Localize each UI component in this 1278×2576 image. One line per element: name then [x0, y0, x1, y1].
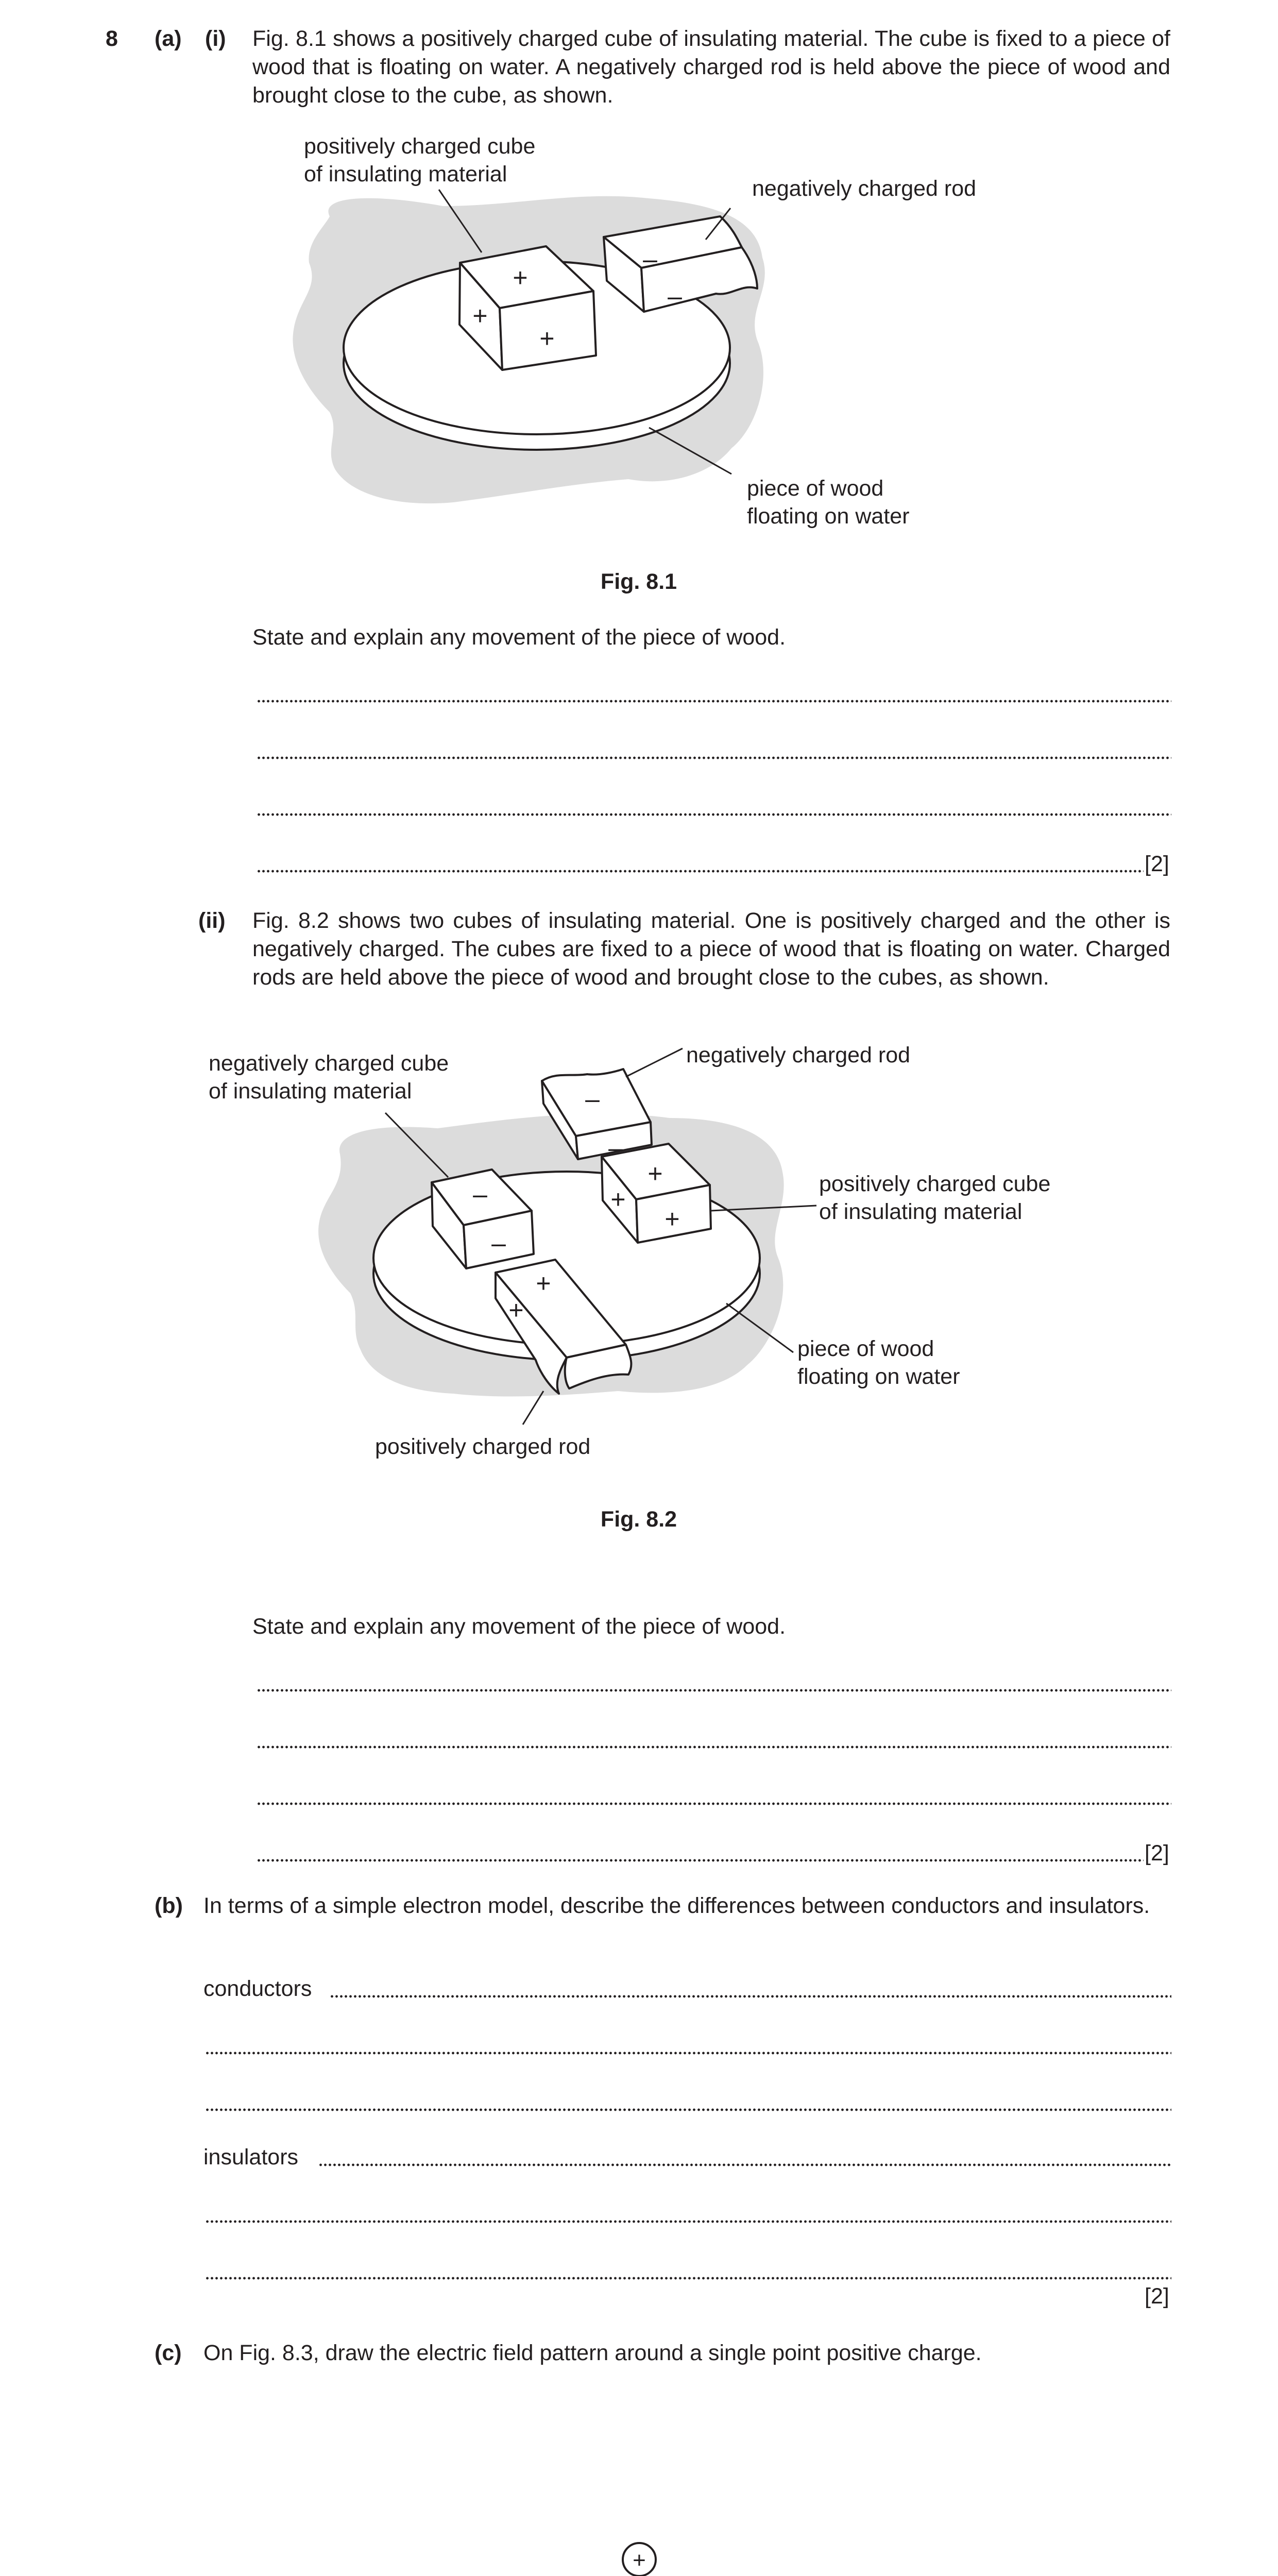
sub-ii-prompt: State and explain any movement of the piece of wood. [252, 1614, 786, 1639]
sub-i-prompt: State and explain any movement of the piece of wood. [252, 625, 786, 650]
sub-i-text: Fig. 8.1 shows a positively charged cube of insulating material. The cube is fixed to a piece of wood that is floating on water. A negatively charged rod is held above the piece of wood and brought close to the cube, as shown. [252, 26, 1170, 108]
fig2-label-pos-cube-1: positively charged cube [819, 1172, 1051, 1196]
rod2-sign-front: – [608, 1133, 623, 1162]
cube1-sign-front: + [539, 324, 555, 353]
fig2-label-pos-cube-2: of insulating material [819, 1199, 1023, 1224]
sub-ii-label: (ii) [198, 908, 226, 933]
fig1-label-wood-1: piece of wood [747, 476, 884, 501]
conductors-label: conductors [203, 1976, 312, 2001]
fig1-label-rod: negatively charged rod [752, 176, 977, 201]
fig1-label-cube-1: positively charged cube [304, 134, 536, 159]
mark-ii: [2] [1145, 1841, 1169, 1866]
pos-cube-sign-front: + [664, 1205, 680, 1233]
fig2-label-neg-cube-2: of insulating material [209, 1079, 412, 1104]
mark-i: [2] [1145, 852, 1169, 876]
fig1-label-wood-2: floating on water [747, 504, 910, 529]
cube1-sign-top: + [513, 263, 528, 292]
rod3-sign-side: + [508, 1296, 524, 1325]
point-charge-sign: + [633, 2548, 646, 2573]
neg-cube-sign-front: – [491, 1229, 506, 1258]
fig2-label-neg-cube-1: negatively charged cube [209, 1051, 449, 1076]
part-c-text: On Fig. 8.3, draw the electric field pattern around a single point positive charge. [203, 2341, 982, 2365]
fig2-label-pos-rod: positively charged rod [375, 1434, 591, 1459]
rod1-sign-front: – [668, 282, 682, 311]
fig-8-2-caption: Fig. 8.2 [600, 1507, 677, 1532]
fig2-label-wood-1: piece of wood [797, 1336, 934, 1361]
part-c-label: (c) [155, 2341, 182, 2365]
insulators-label: insulators [203, 2145, 299, 2170]
rod1-sign-top: – [643, 245, 657, 274]
pos-cube-sign-top: + [647, 1159, 663, 1188]
sub-i-label: (i) [205, 26, 226, 51]
fig-8-1-caption: Fig. 8.1 [600, 569, 677, 594]
question-number: 8 [106, 26, 118, 51]
mark-b: [2] [1145, 2284, 1169, 2309]
fig2-label-wood-2: floating on water [797, 1364, 960, 1389]
part-b-label: (b) [155, 1893, 183, 1918]
rod3-sign-top: + [536, 1269, 551, 1298]
cube1-sign-side: + [472, 301, 488, 330]
pos-cube-sign-side: + [610, 1185, 626, 1214]
part-a-label: (a) [155, 26, 182, 51]
fig1-label-cube-2: of insulating material [304, 162, 507, 187]
sub-ii-text: Fig. 8.2 shows two cubes of insulating material. One is positively charged and the other is negatively charged. The cubes are fixed to a piece of wood that is floating on water. Charged rods are held above the piece of wood and brought close to the cubes, as shown. [252, 908, 1170, 990]
fig2-label-neg-rod: negatively charged rod [686, 1043, 911, 1067]
neg-cube-sign-top: – [473, 1180, 487, 1209]
rod2-sign-top: – [585, 1084, 600, 1113]
part-b-text: In terms of a simple electron model, describe the differences between conductors and insulators. [203, 1893, 1150, 1918]
